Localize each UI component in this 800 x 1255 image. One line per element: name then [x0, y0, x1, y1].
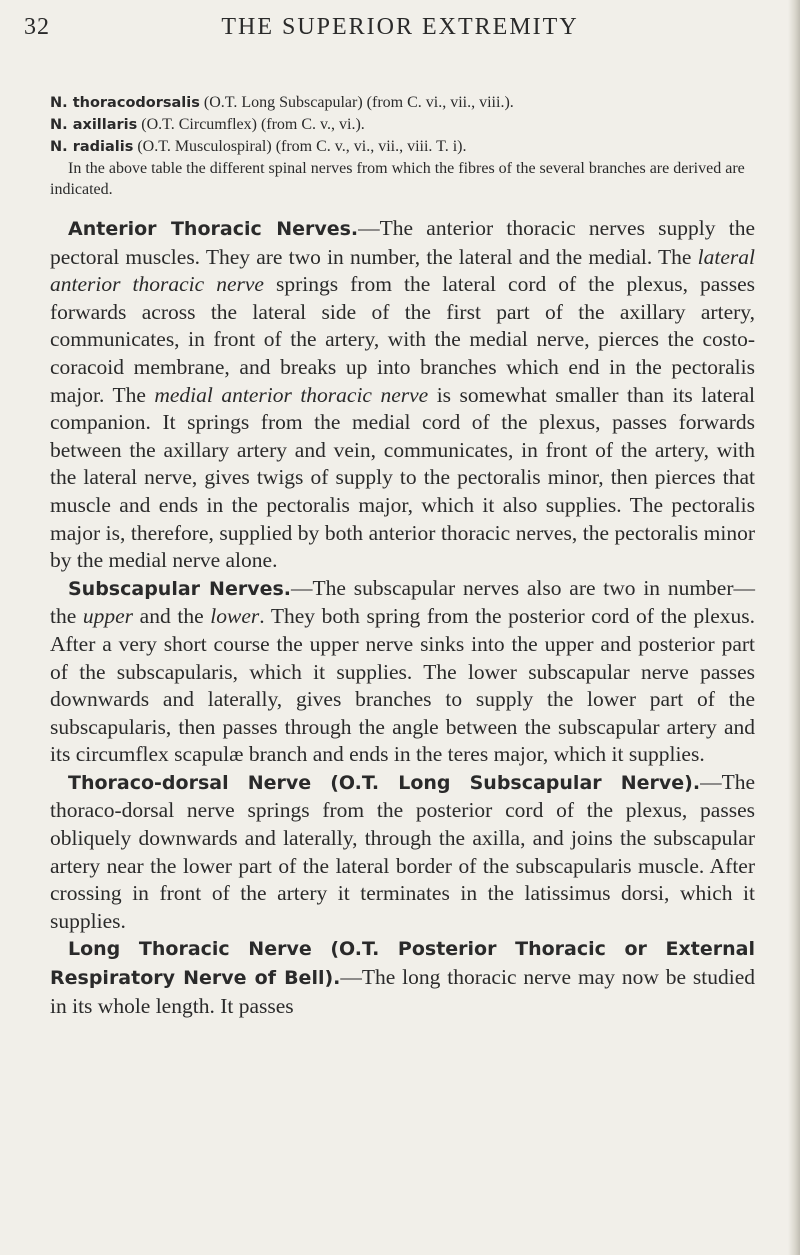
paragraph-text: —The long thoracic nerve may now be studied in its whole length. It passes	[50, 965, 755, 1018]
entry-name: N. thoracodorsalis	[50, 95, 200, 111]
table-entry	[50, 136, 750, 158]
paragraph-text: . They both spring from the posterior cord of the plexus. After a very short course the upper nerve sinks into the upper and posterior part of the subscapularis, which it supplies. The lower subscapular nerve passes downwards and laterally, gives branches to supply the lower part of the subscapularis, then passes through the angle between the subscapular artery and its circumflex scapulæ branch and ends in the teres major, which it supplies.	[50, 604, 755, 767]
italic-term: medial anterior thoracic nerve	[154, 382, 429, 407]
paragraph-text: is somewhat smaller than its lateral companion. It springs from the medial cord of the plexus, passes forwards between the axillary artery and vein, communicates, in front of the artery, with the lateral nerve, gives twigs of supply to the pectoralis minor, then pierces that muscle and ends in the pectoralis major, which it also supplies. The pectoralis major is, therefore, supplied by both anterior thoracic nerves, the pectoralis minor by the medial nerve alone.	[50, 382, 755, 573]
italic-term: upper	[82, 604, 134, 629]
section-heading: Long Thoracic Nerve (O.T. Posterior Thoracic or External Respiratory Nerve of Bell).	[50, 938, 755, 990]
entry-text: (O.T. Circumflex) (from C. v., vi.).	[137, 116, 365, 133]
table-entry	[50, 114, 750, 136]
italic-term: lower	[210, 604, 260, 629]
entry-text: (O.T. Long Subscapular) (from C. vi., vii., viii.).	[199, 94, 514, 111]
running-title: THE SUPERIOR EXTREMITY	[221, 14, 579, 40]
paragraph-text: —The thoraco-dorsal nerve springs from the posterior cord of the plexus, passes obliquely downwards and laterally, through the axilla, and joins the subscapular artery near the lower part of the lateral border of the subscapularis muscle. After crossing in front of the artery it terminates in the latissimus dorsi, which it supplies.	[50, 769, 755, 933]
section-heading: Anterior Thoracic Nerves.	[68, 218, 359, 240]
section-heading: Thoraco-dorsal Nerve (O.T. Long Subscapular Nerve).	[68, 771, 701, 794]
paragraph-long-thoracic	[50, 935, 755, 1020]
paragraph-text: springs from the lateral cord of the plexus, passes forwards across the lateral side of the first part of the axillary artery, communicates, in front of the artery, with the medial nerve, pierces the costo-coracoid membrane, and breaks up into branches which end in the pectoralis major. The	[50, 272, 755, 407]
italic-term: lateral anterior thoracic nerve	[50, 244, 755, 297]
section-heading: Subscapular Nerves.	[68, 577, 292, 600]
entry-name: N. axillaris	[50, 117, 138, 133]
paragraph-thoraco-dorsal	[50, 769, 755, 936]
paragraph-text: —The subscapular nerves also are two in number—the	[50, 575, 756, 629]
table-entry	[50, 92, 750, 114]
paragraph-anterior-thoracic	[50, 215, 755, 575]
entry-text: (O.T. Musculospiral) (from C. v., vi., vii., viii. T. i).	[133, 138, 467, 155]
body-text	[50, 215, 755, 1020]
paragraph-text: and the	[133, 604, 211, 629]
paragraph-subscapular	[50, 575, 755, 769]
page-header	[24, 8, 776, 48]
entry-name: N. radialis	[50, 139, 134, 155]
nerve-table	[50, 92, 750, 200]
page-edge-shadow	[788, 0, 800, 1255]
paragraph-text: —The anterior thoracic nerves supply the pectoral muscles. They are two in number, the lateral and the medial. The	[50, 216, 755, 269]
page-number: 32	[24, 14, 50, 40]
table-note: In the above table the different spinal nerves from which the fibres of the several branches are derived are indicated.	[50, 160, 745, 198]
